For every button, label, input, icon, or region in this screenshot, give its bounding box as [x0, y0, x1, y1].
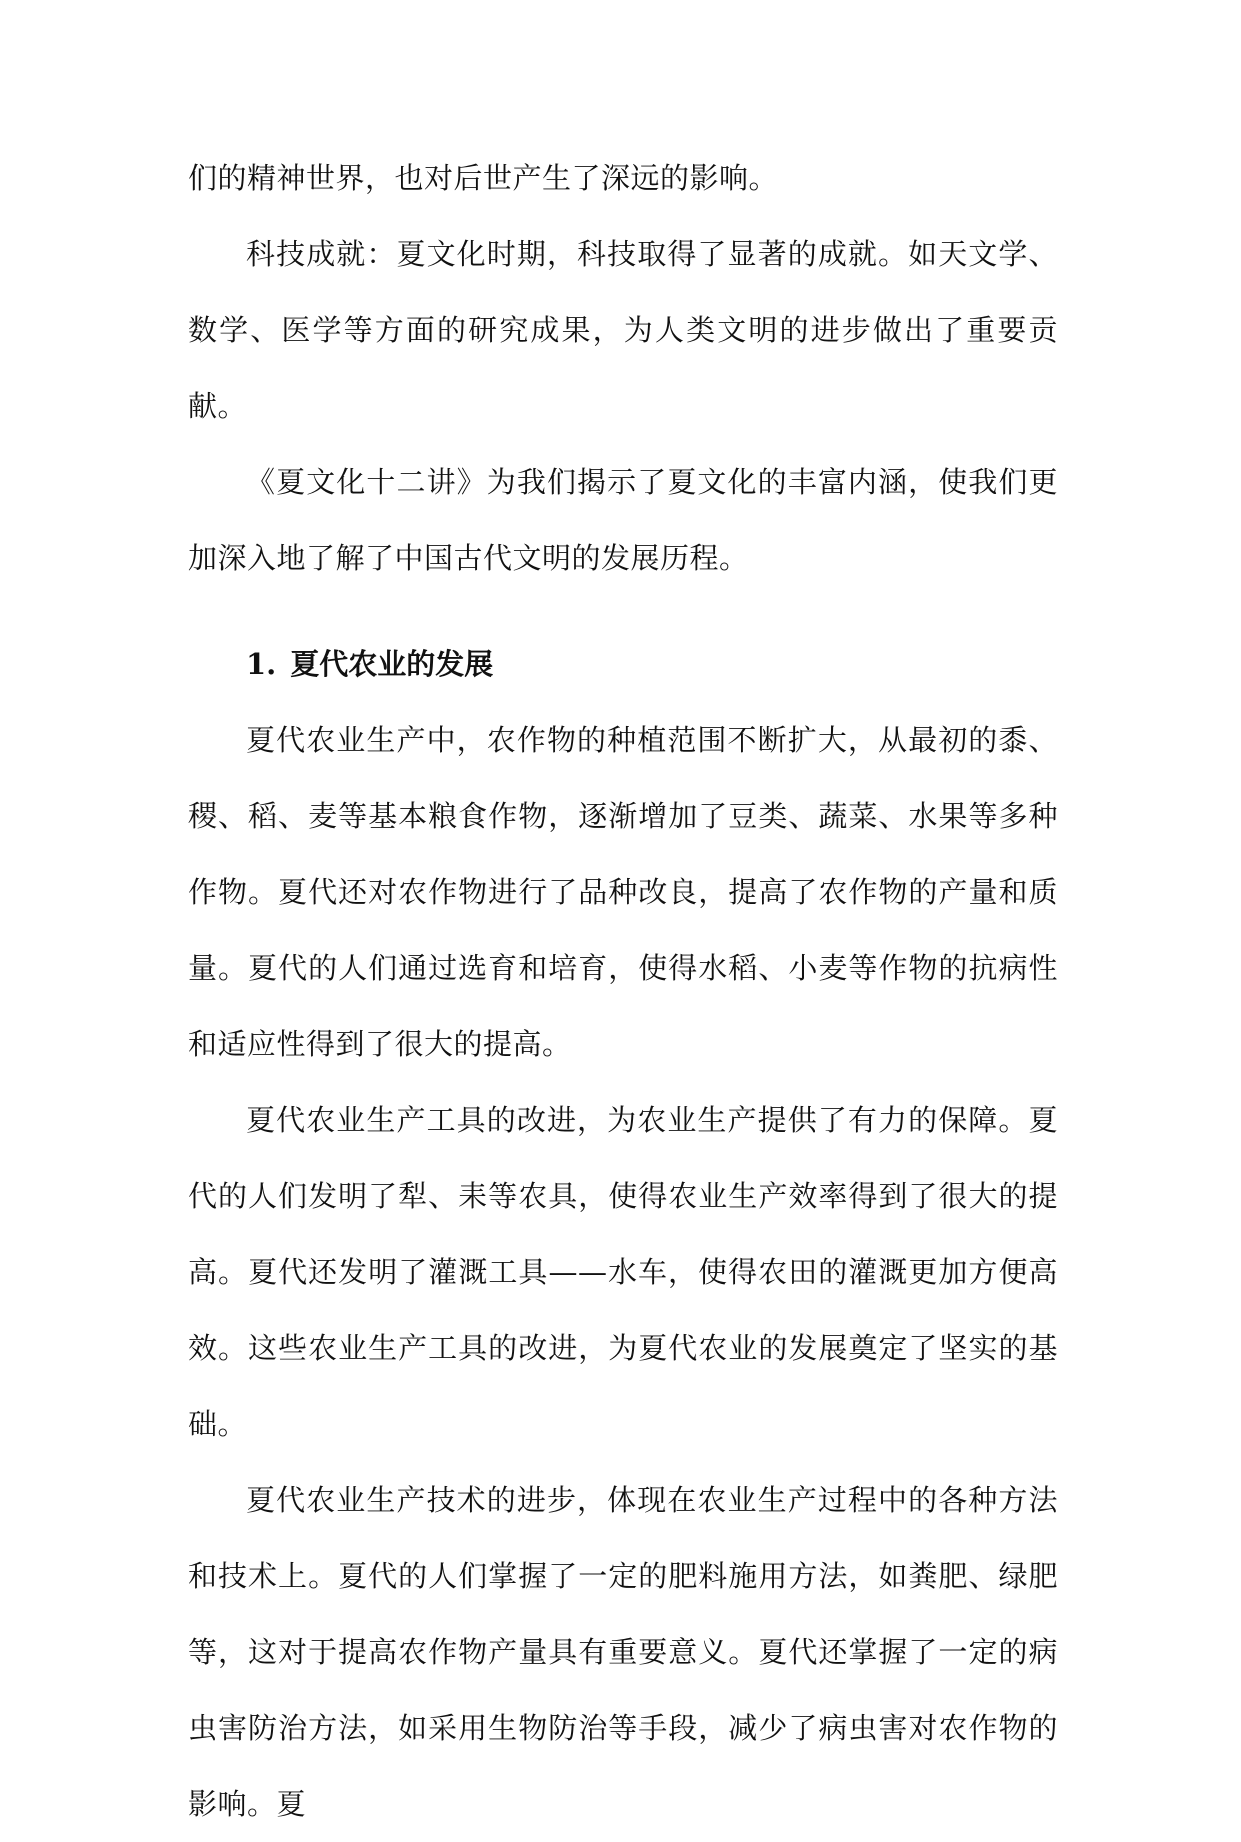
section-heading: [188, 626, 1058, 702]
paragraph-book-summary: 《夏文化十二讲》为我们揭示了夏文化的丰富内涵，使我们更加深入地了解了中国古代文明的发展历程。: [188, 465, 1058, 575]
paragraph-continuation: 们的精神世界，也对后世产生了深远的影响。: [188, 161, 779, 195]
paragraph-tech-achievements: 科技成就：夏文化时期，科技取得了显著的成就。如天文学、数学、医学等方面的研究成果，为人类文明的进步做出了重要贡献。: [188, 237, 1058, 423]
section-title: 夏代农业的发展: [290, 647, 494, 681]
paragraph-techniques: 夏代农业生产技术的进步，体现在农业生产过程中的各种方法和技术上。夏代的人们掌握了一定的肥料施用方法，如粪肥、绿肥等，这对于提高农作物产量具有重要意义。夏代还掌握了一定的病虫害防治方法，如采用生物防治等手段，减少了病虫害对农作物的影响。夏: [188, 1483, 1058, 1821]
section-number: 1.: [246, 647, 277, 681]
paragraph-tools: 夏代农业生产工具的改进，为农业生产提供了有力的保障。夏代的人们发明了犁、耒等农具，使得农业生产效率得到了很大的提高。夏代还发明了灌溉工具——水车，使得农田的灌溉更加方便高效。这些农业生产工具的改进，为夏代农业的发展奠定了坚实的基础。: [188, 1103, 1058, 1441]
paragraph-crops: 夏代农业生产中，农作物的种植范围不断扩大，从最初的黍、稷、稻、麦等基本粮食作物，逐渐增加了豆类、蔬菜、水果等多种作物。夏代还对农作物进行了品种改良，提高了农作物的产量和质量。夏代的人们通过选育和培育，使得水稻、小麦等作物的抗病性和适应性得到了很大的提高。: [188, 723, 1058, 1061]
document-page: [188, 140, 1058, 1842]
section-gap: [188, 596, 1058, 626]
